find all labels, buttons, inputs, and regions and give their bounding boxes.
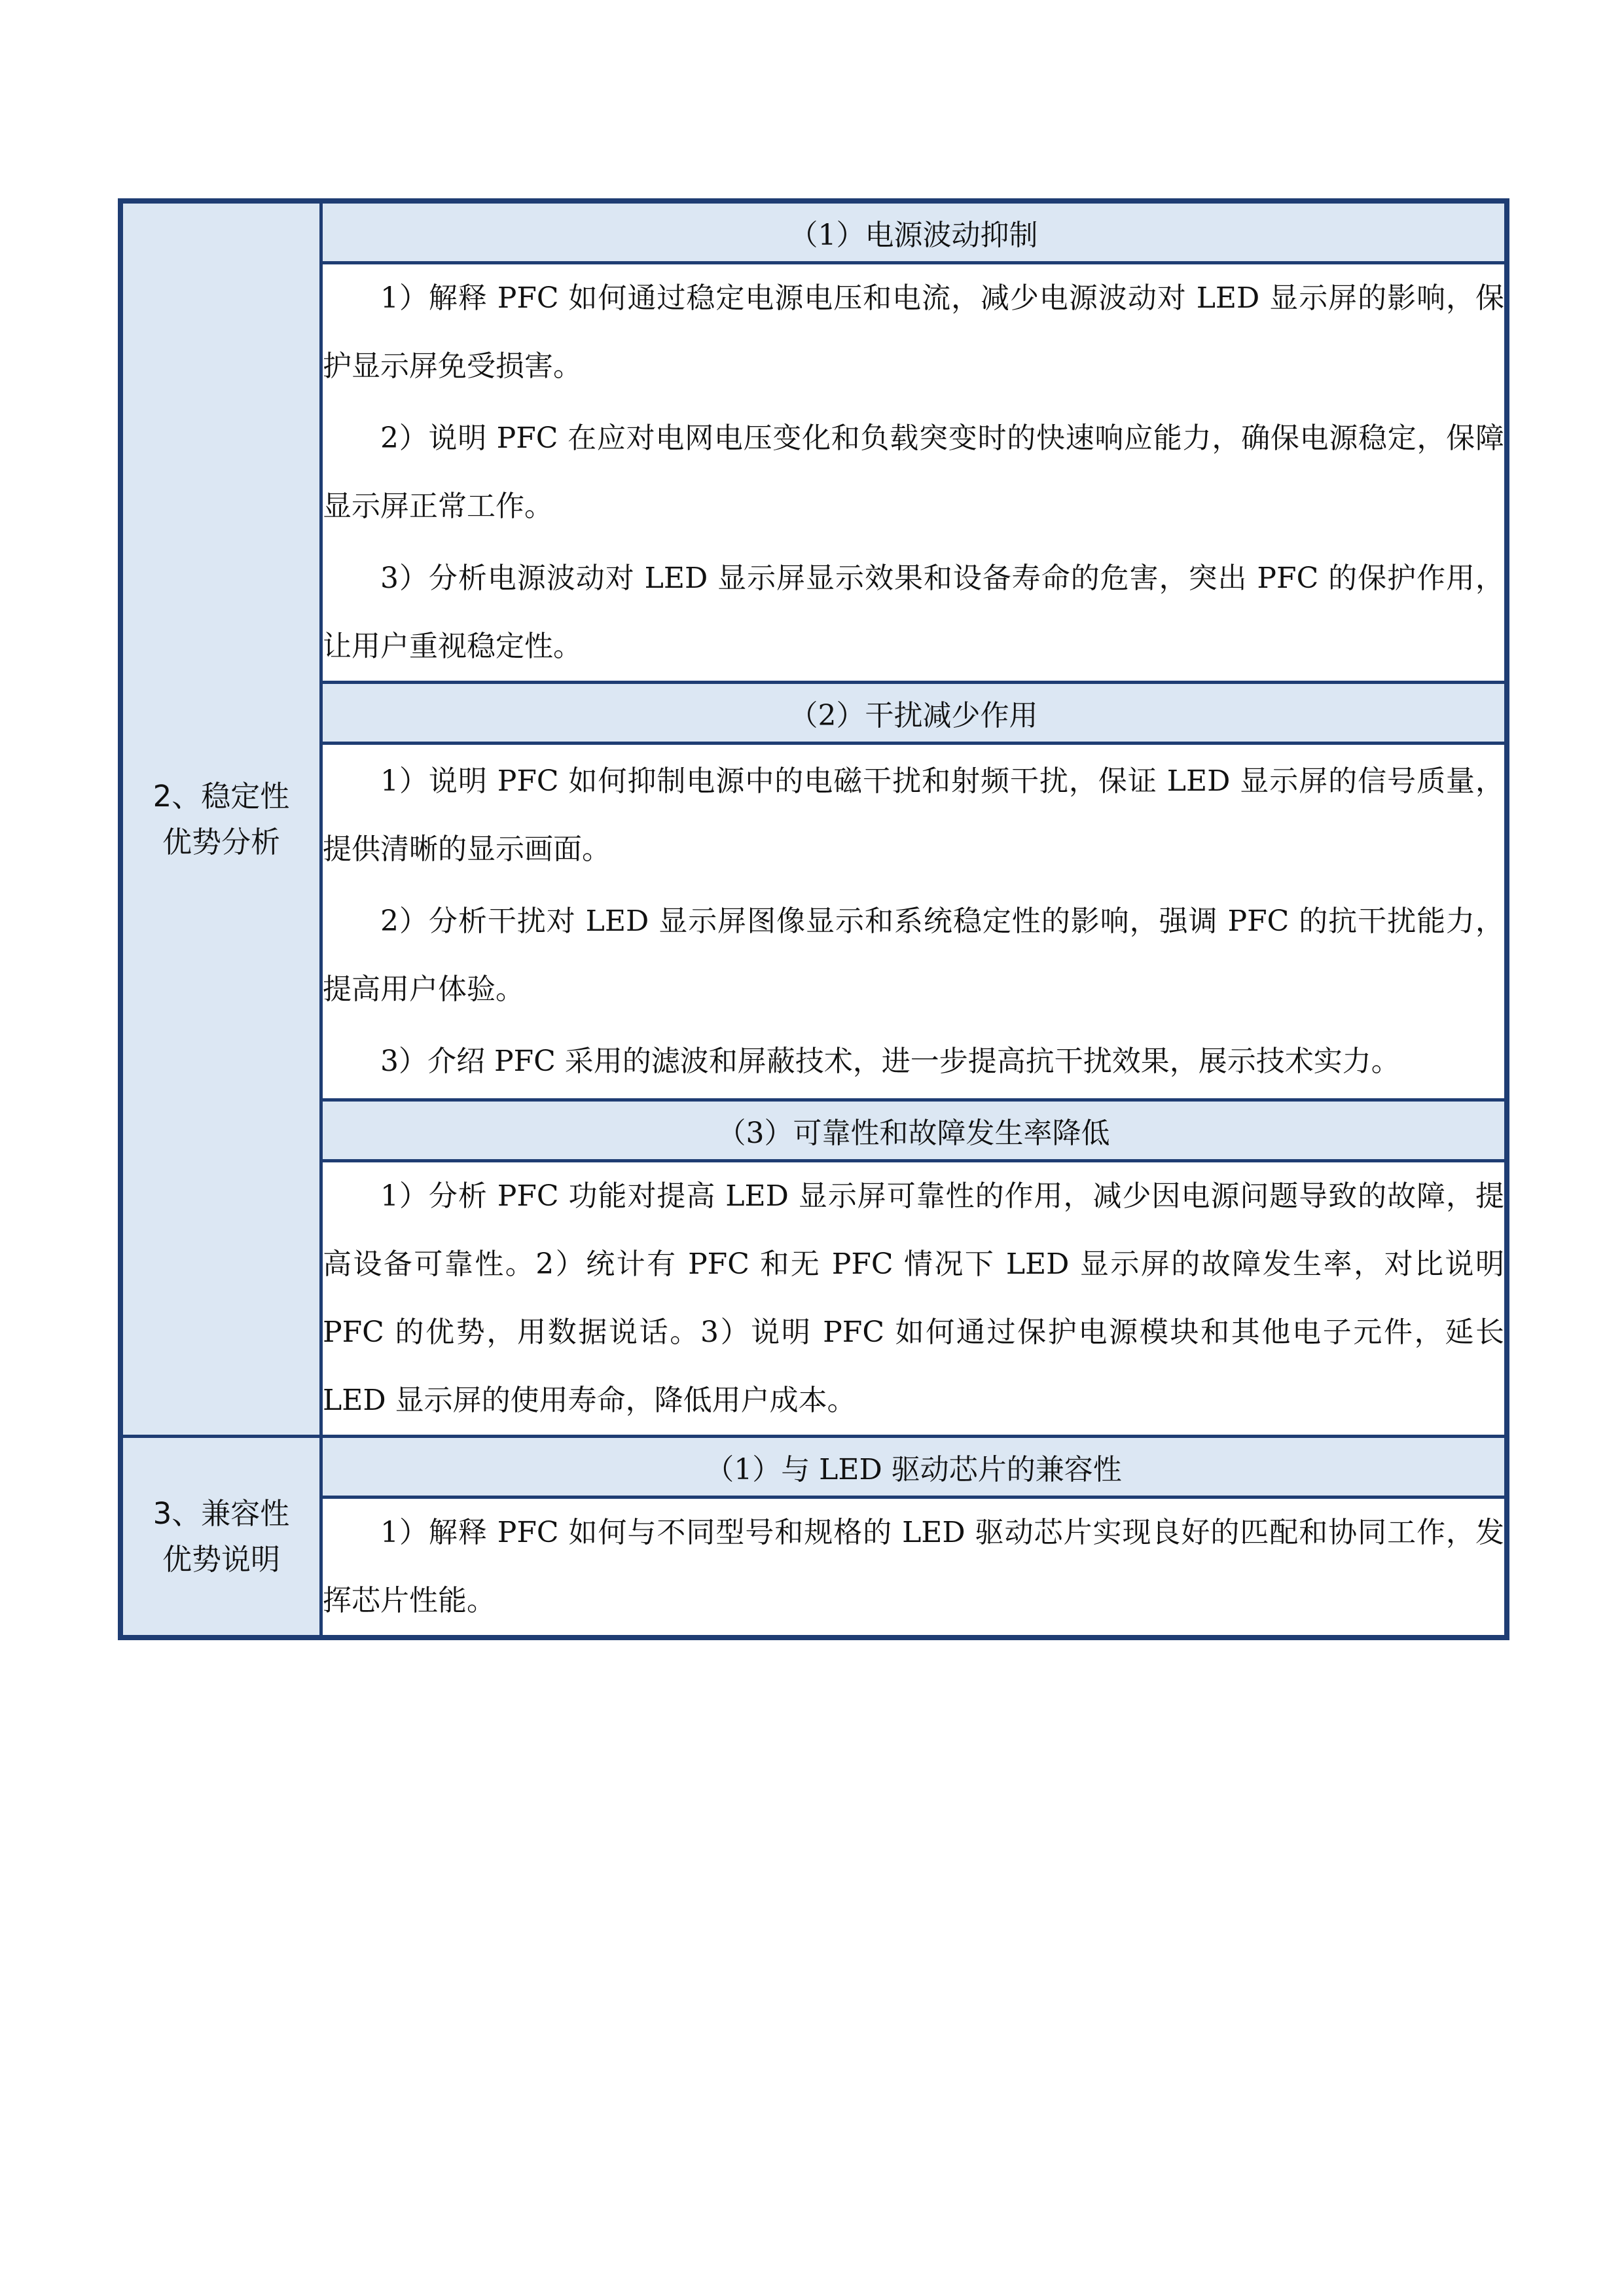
subsection-body: [321, 1161, 1507, 1437]
paragraph: 3）介绍 PFC 采用的滤波和屏蔽技术，进一步提高抗干扰效果，展示技术实力。: [380, 1045, 1400, 1078]
paragraph: 3）分析电源波动对 LED 显示屏显示效果和设备寿命的危害，突出 PFC 的保护作用，让用户重视稳定性。: [323, 562, 1504, 663]
subsection-body: [321, 744, 1507, 1100]
content-table: [118, 198, 1509, 1640]
subsection-heading: （1）与 LED 驱动芯片的兼容性: [321, 1437, 1507, 1498]
section-label-line: 3、兼容性: [153, 1496, 290, 1531]
subsection-heading: （2）干扰减少作用: [321, 683, 1507, 744]
paragraph: 1）解释 PFC 如何与不同型号和规格的 LED 驱动芯片实现良好的匹配和协同工作，发挥芯片性能。: [323, 1516, 1504, 1617]
section-label-stability: [120, 201, 321, 1437]
subsection-body: [321, 263, 1507, 683]
subsection-body: [321, 1498, 1507, 1638]
paragraph: 1）分析 PFC 功能对提高 LED 显示屏可靠性的作用，减少因电源问题导致的故障，提高设备可靠性。2）统计有 PFC 和无 PFC 情况下 LED 显示屏的故障发生率，对比说明 PFC 的优势，用数据说话。3）说明 PFC 如何通过保护电源模块和其他电子元件，延长 LED 显示屏的使用寿命，降低用户成本。: [323, 1179, 1504, 1417]
section-label-compatibility: [120, 1437, 321, 1638]
section-label-line: 2、稳定性: [153, 778, 290, 814]
subsection-heading: （1）电源波动抑制: [321, 201, 1507, 263]
paragraph: 2）分析干扰对 LED 显示屏图像显示和系统稳定性的影响，强调 PFC 的抗干扰能力，提高用户体验。: [323, 905, 1504, 1006]
section-label-line: 优势分析: [162, 824, 280, 859]
section-label-line: 优势说明: [162, 1541, 280, 1577]
paragraph: 1）说明 PFC 如何抑制电源中的电磁干扰和射频干扰，保证 LED 显示屏的信号质量，提供清晰的显示画面。: [323, 764, 1504, 866]
paragraph: 2）说明 PFC 在应对电网电压变化和负载突变时的快速响应能力，确保电源稳定，保障显示屏正常工作。: [323, 422, 1504, 523]
paragraph: 1）解释 PFC 如何通过稳定电源电压和电流，减少电源波动对 LED 显示屏的影响，保护显示屏免受损害。: [323, 281, 1504, 383]
subsection-heading: （3）可靠性和故障发生率降低: [321, 1100, 1507, 1161]
